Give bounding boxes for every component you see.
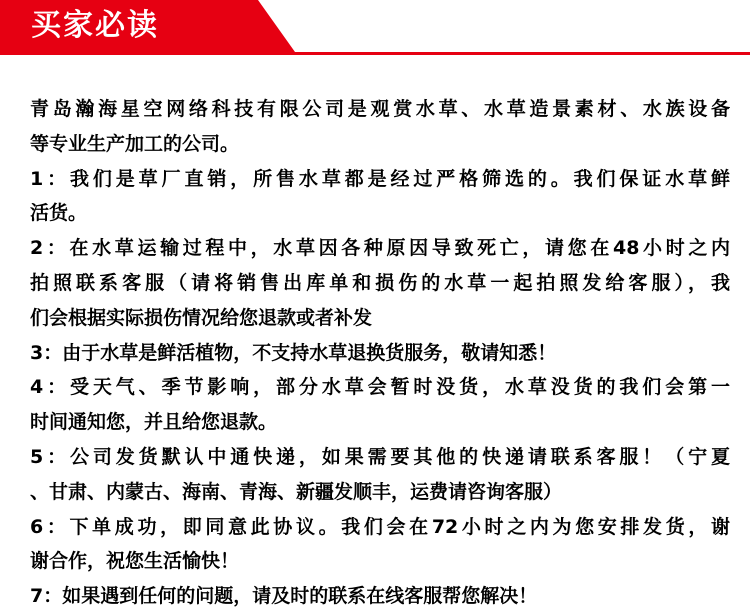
notice-line: 、甘肃、内蒙古、海南、青海、新疆发顺丰，运费请咨询客服） — [30, 480, 563, 503]
notice-line: 4：受天气、季节影响，部分水草会暂时没货，水草没货的我们会第一 — [30, 376, 730, 399]
notice-line: 等专业生产加工的公司。 — [30, 132, 240, 155]
header — [0, 0, 750, 56]
notice-line: 7：如果遇到任何的问题，请及时的联系在线客服帮您解决！ — [30, 585, 538, 608]
notice-line: 活货。 — [30, 202, 88, 225]
notice-body — [30, 92, 730, 614]
header-rule — [0, 52, 750, 55]
notice-line: 们会根据实际损伤情况给您退款或者补发 — [30, 306, 373, 329]
notice-line: 时间通知您，并且给您退款。 — [30, 411, 278, 434]
notice-line: 2：在水草运输过程中，水草因各种原因导致死亡，请您在48小时之内 — [30, 237, 730, 260]
notice-line: 1：我们是草厂直销，所售水草都是经过严格筛选的。我们保证水草鲜 — [30, 167, 730, 190]
notice-line: 拍照联系客服（请将销售出库单和损伤的水草一起拍照发给客服），我 — [30, 271, 730, 294]
header-title: 买家必读 — [31, 8, 159, 43]
notice-line: 6：下单成功，即同意此协议。我们会在72小时之内为您安排发货，谢 — [30, 515, 730, 538]
notice-line: 3：由于水草是鲜活植物，不支持水草退换货服务，敬请知悉！ — [30, 341, 557, 364]
notice-line: 谢合作，祝您生活愉快！ — [30, 550, 240, 573]
notice-line: 青岛瀚海星空网络科技有限公司是观赏水草、水草造景素材、水族设备 — [30, 98, 730, 120]
notice-line: 5：公司发货默认中通快递，如果需要其他的快递请联系客服！（宁夏 — [30, 445, 730, 468]
